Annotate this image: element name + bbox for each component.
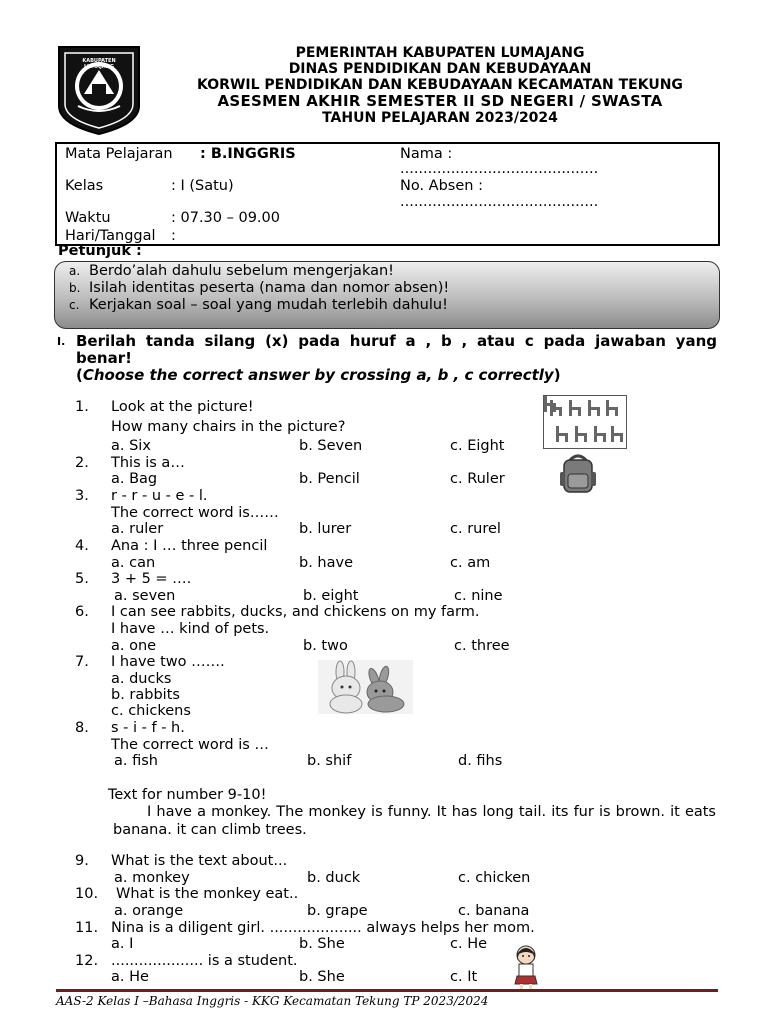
q2-option-c[interactable]: c. Ruler <box>450 471 505 487</box>
q5-option-c[interactable]: c. nine <box>454 588 503 604</box>
q2-option-a[interactable]: a. Bag <box>111 471 158 487</box>
q2-number: 2. <box>75 455 89 471</box>
q7-option-a[interactable]: a. ducks <box>111 671 172 687</box>
q1-number: 1. <box>75 399 89 415</box>
q12-number: 12. <box>75 953 99 969</box>
q6-number: 6. <box>75 604 89 620</box>
q3-text-2: The correct word is…… <box>111 505 279 521</box>
q11-option-b[interactable]: b. She <box>299 936 345 952</box>
q2-text: This is a… <box>111 455 185 471</box>
time-value: : 07.30 – 09.00 <box>171 210 280 226</box>
q10-option-c[interactable]: c. banana <box>458 903 530 919</box>
q9-number: 9. <box>75 853 89 869</box>
q12-option-c[interactable]: c. It <box>450 969 478 985</box>
q7-text: I have two ……. <box>111 654 225 670</box>
header-line-2: DINAS PENDIDIKAN DAN KEBUDAYAAN <box>288 61 592 77</box>
q4-text: Ana : I … three pencil <box>111 538 268 554</box>
footer-divider <box>56 989 718 992</box>
q8-text: s - i - f - h. <box>111 720 185 736</box>
footer-text: AAS-2 Kelas I –Bahasa Inggris - KKG Kecamatan Tekung TP 2023/2024 <box>56 994 489 1008</box>
q9-text: What is the text about... <box>111 853 288 869</box>
q6-text: I can see rabbits, ducks, and chickens on my farm. <box>111 604 480 620</box>
q3-number: 3. <box>75 488 89 504</box>
q12-option-b[interactable]: b. She <box>299 969 345 985</box>
q8-text-2: The correct word is … <box>111 737 269 753</box>
petunjuk-box <box>54 261 720 329</box>
reading-text-body: I have a monkey. The monkey is funny. It has long tail. its fur is brown. it eats banana. it can climb trees. <box>113 804 716 838</box>
q1-option-c[interactable]: c. Eight <box>450 438 505 454</box>
q9-option-c[interactable]: c. chicken <box>458 870 531 886</box>
q10-option-b[interactable]: b. grape <box>307 903 368 919</box>
q12-option-a[interactable]: a. He <box>111 969 149 985</box>
q5-option-b[interactable]: b. eight <box>303 588 359 604</box>
chairs-picture <box>543 395 627 449</box>
q8-number: 8. <box>75 720 89 736</box>
absen-label: No. Absen : <box>400 178 483 194</box>
header-line-1: PEMERINTAH KABUPATEN LUMAJANG <box>295 45 585 61</box>
q6-option-b[interactable]: b. two <box>303 638 348 654</box>
q3-option-b[interactable]: b. lurer <box>299 521 352 537</box>
q4-option-a[interactable]: a. can <box>111 555 156 571</box>
q2-option-b[interactable]: b. Pencil <box>299 471 360 487</box>
name-field[interactable]: ........................................... <box>400 161 599 177</box>
logo-text: KABUPATEN LUMAJANG <box>82 58 116 70</box>
q6-text-2: I have … kind of pets. <box>111 621 270 637</box>
q7-option-c[interactable]: c. chickens <box>111 703 191 719</box>
q1-option-a[interactable]: a. Six <box>111 438 151 454</box>
lumajang-logo <box>56 44 142 136</box>
q6-option-c[interactable]: c. three <box>454 638 510 654</box>
q1-text-2: How many chairs in the picture? <box>111 419 346 435</box>
q11-option-a[interactable]: a. I <box>111 936 134 952</box>
q10-option-a[interactable]: a. orange <box>114 903 184 919</box>
q4-option-c[interactable]: c. am <box>450 555 491 571</box>
date-value: : <box>171 228 176 244</box>
q1-text: Look at the picture! <box>111 399 254 415</box>
q8-option-c[interactable]: d. fihs <box>458 753 503 769</box>
section-number: I. <box>57 335 66 348</box>
rabbits-picture <box>318 660 413 714</box>
subject-value: : B.INGGRIS <box>200 146 296 162</box>
q9-option-b[interactable]: b. duck <box>307 870 361 886</box>
subject-label: Mata Pelajaran <box>65 146 173 162</box>
section-instruction-line1: Berilah tanda silang (x) pada huruf a , b , atau c pada jawaban yang <box>76 332 717 350</box>
q9-option-a[interactable]: a. monkey <box>114 870 190 886</box>
q8-option-b[interactable]: b. shif <box>307 753 352 769</box>
q11-option-c[interactable]: c. He <box>450 936 488 952</box>
date-label: Hari/Tanggal <box>65 228 156 244</box>
q3-option-a[interactable]: a. ruler <box>111 521 164 537</box>
q1-option-b[interactable]: b. Seven <box>299 438 363 454</box>
name-label: Nama : <box>400 146 453 162</box>
section-instruction-english: (Choose the correct answer by crossing a, b , c correctly) <box>76 366 561 384</box>
q3-option-c[interactable]: c. rurel <box>450 521 501 537</box>
petunjuk-item: a. Berdo’alah dahulu sebelum mengerjakan! <box>69 263 394 279</box>
student-girl-picture <box>509 944 543 992</box>
header-line-4: ASESMEN AKHIR SEMESTER II SD NEGERI / SWASTA <box>217 92 663 110</box>
q4-option-b[interactable]: b. have <box>299 555 353 571</box>
q7-option-b[interactable]: b. rabbits <box>111 687 180 703</box>
q11-number: 11. <box>75 920 99 936</box>
q8-option-a[interactable]: a. fish <box>114 753 158 769</box>
q3-text: r - r - u - e - l. <box>111 488 208 504</box>
q5-text: 3 + 5 = …. <box>111 571 192 587</box>
absen-field[interactable]: ........................................... <box>400 194 599 210</box>
q10-text: What is the monkey eat.. <box>116 886 299 902</box>
bag-picture <box>558 452 598 494</box>
q4-number: 4. <box>75 538 89 554</box>
q5-number: 5. <box>75 571 89 587</box>
section-instruction-line2: benar! <box>76 349 132 367</box>
class-label: Kelas <box>65 178 104 194</box>
petunjuk-title: Petunjuk : <box>58 243 142 259</box>
petunjuk-item: b. Isilah identitas peserta (nama dan nomor absen)! <box>69 280 450 296</box>
class-value: : I (Satu) <box>171 178 234 194</box>
q6-option-a[interactable]: a. one <box>111 638 157 654</box>
petunjuk-item: c. Kerjakan soal – soal yang mudah terlebih dahulu! <box>69 297 448 313</box>
header-line-5: TAHUN PELAJARAN 2023/2024 <box>322 110 558 126</box>
reading-text-intro: Text for number 9-10! <box>108 787 267 803</box>
time-label: Waktu <box>65 210 111 226</box>
q12-text: .................... is a student. <box>111 953 298 969</box>
q7-number: 7. <box>75 654 89 670</box>
q11-text: Nina is a diligent girl. .................... always helps her mom. <box>111 920 535 936</box>
q5-option-a[interactable]: a. seven <box>114 588 176 604</box>
header-line-3: KORWIL PENDIDIKAN DAN KEBUDAYAAN KECAMATAN TEKUNG <box>197 77 683 93</box>
q10-number: 10. <box>75 886 99 902</box>
identity-box <box>55 142 720 246</box>
